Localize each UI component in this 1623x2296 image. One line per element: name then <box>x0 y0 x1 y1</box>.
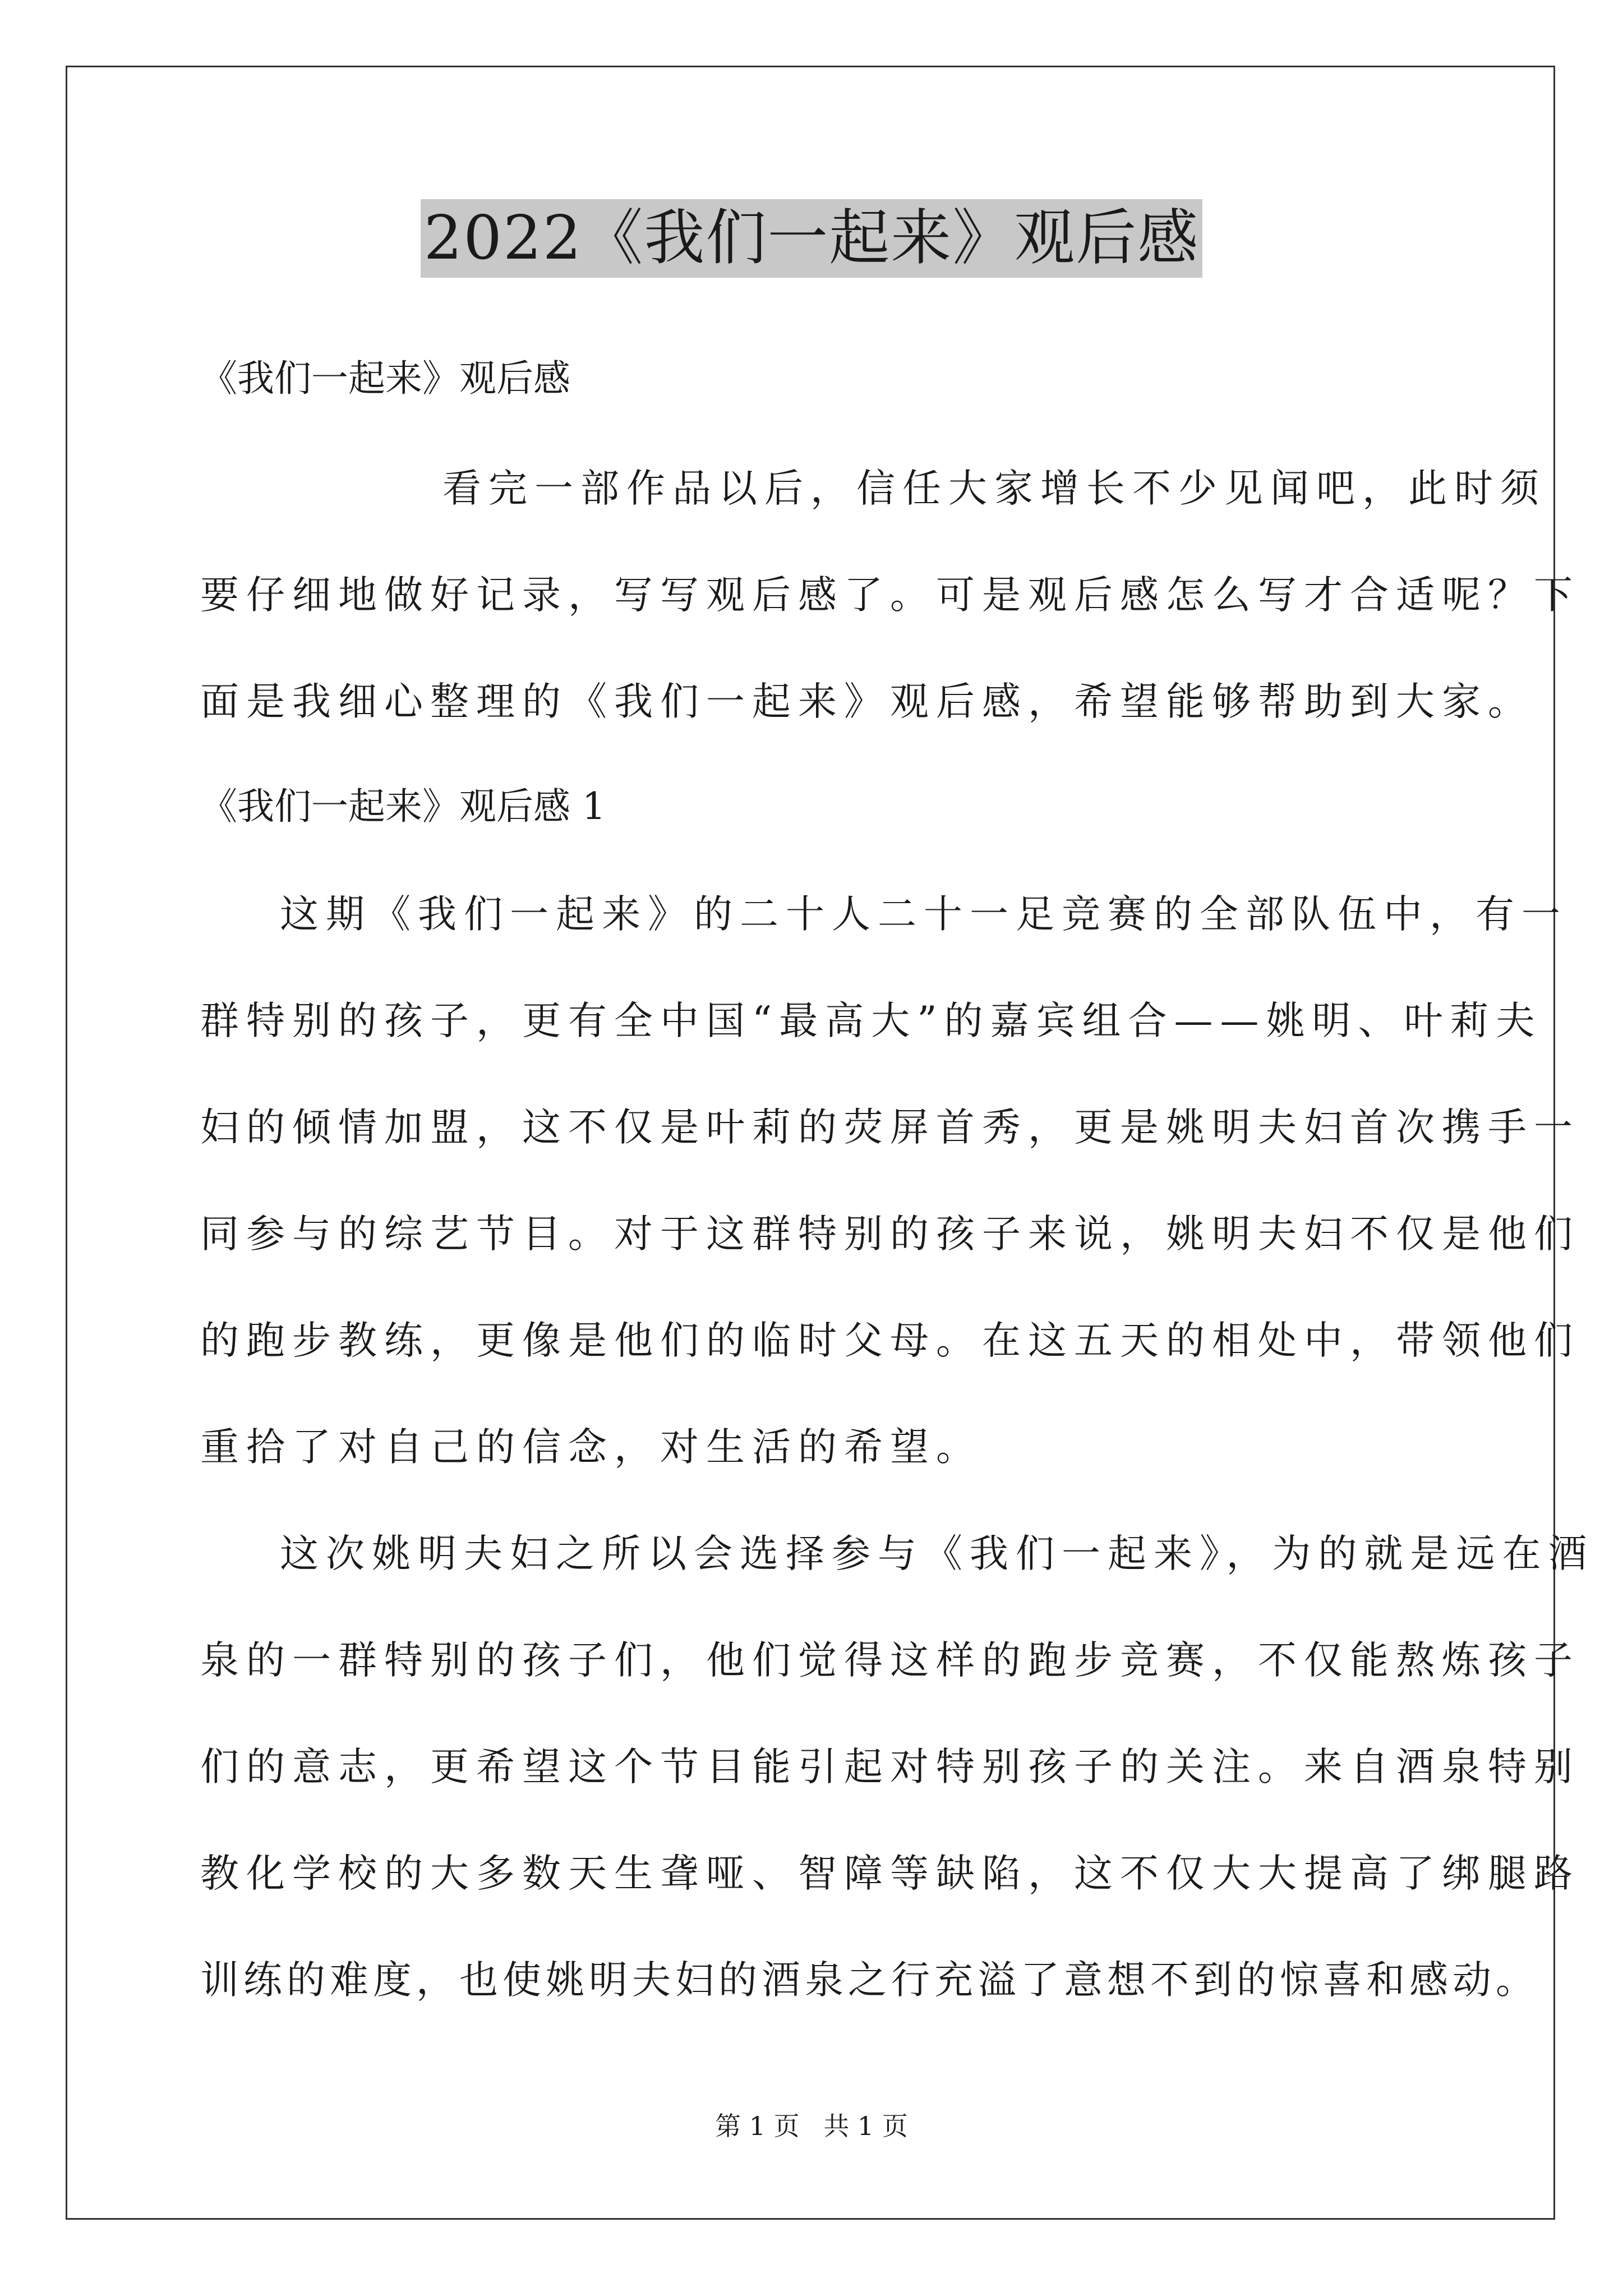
paragraph-line: 的跑步教练，更像是他们的临时父母。在这五天的相处中，带领他们 <box>200 1318 1580 1363</box>
intro-line: 要仔细地做好记录，写写观后感了。可是观后感怎么写才合适呢？下 <box>200 573 1580 618</box>
paragraph-line: 这次姚明夫妇之所以会选择参与《我们一起来》，为的就是远在酒 <box>280 1531 1594 1576</box>
paragraph-line: 这期《我们一起来》的二十人二十一足竞赛的全部队伍中，有一 <box>280 892 1567 937</box>
paragraph-line: 同参与的综艺节目。对于这群特别的孩子来说，姚明夫妇不仅是他们 <box>200 1212 1580 1257</box>
paragraph-line: 重拾了对自己的信念，对生活的希望。 <box>200 1425 982 1470</box>
page-total: 共 1 页 <box>823 2111 908 2141</box>
paragraph-line: 群特别的孩子，更有全中国“最高大”的嘉宾组合——姚明、叶莉夫 <box>200 999 1542 1043</box>
paragraph-line: 们的意志，更希望这个节目能引起对特别孩子的关注。来自酒泉特别 <box>200 1745 1580 1789</box>
document-title: 2022《我们一起来》观后感 <box>421 199 1203 278</box>
title-container <box>0 199 1623 278</box>
paragraph-line: 泉的一群特别的孩子们，他们觉得这样的跑步竞赛，不仅能熬炼孩子 <box>200 1638 1580 1683</box>
paragraph-line: 妇的倾情加盟，这不仅是叶莉的荧屏首秀，更是姚明夫妇首次携手一 <box>200 1105 1580 1150</box>
section-heading: 《我们一起来》观后感 1 <box>200 785 606 828</box>
subtitle: 《我们一起来》观后感 <box>200 357 570 400</box>
page-footer <box>0 2109 1623 2143</box>
intro-line: 面是我细心整理的《我们一起来》观后感，希望能够帮助到大家。 <box>200 679 1534 724</box>
intro-line: 看完一部作品以后，信任大家增长不少见闻吧，此时须 <box>442 466 1546 511</box>
page-number: 第 1 页 <box>715 2111 800 2141</box>
paragraph-line: 教化学校的大多数天生聋哑、智障等缺陷，这不仅大大提高了绑腿路 <box>200 1851 1580 1896</box>
paragraph-line: 训练的难度，也使姚明夫妇的酒泉之行充溢了意想不到的惊喜和感动。 <box>200 1958 1539 2003</box>
